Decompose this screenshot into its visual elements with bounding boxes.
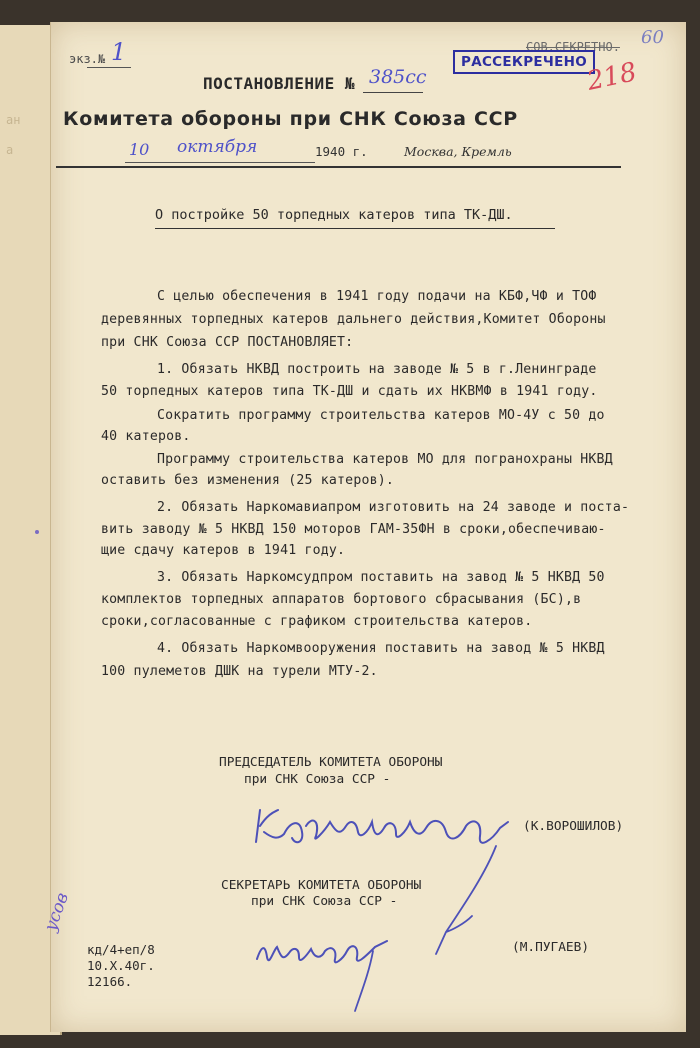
body-line: 1. Обязать НКВД построить на заводе № 5 в г.Ленинграде [157,362,597,377]
date-month: октября [177,137,258,157]
place: Москва, Кремль [404,144,512,159]
document-sheet [40,22,686,1032]
body-line: Программу строительства катеров МО для погранохраны НКВД [157,452,613,467]
chair-title-2: при СНК Союза ССР - [244,772,391,787]
body-line: 50 торпедных катеров типа ТК-ДШ и сдать их НКВМФ в 1941 году. [101,384,598,399]
secretary-title-2: при СНК Союза ССР - [251,894,398,909]
copy-number-underline [87,67,131,68]
left-page-ghost-text: ан [6,113,21,127]
chair-title: ПРЕДСЕДАТЕЛЬ КОМИТЕТА ОБОРОНЫ [219,755,443,770]
secrecy-mark: СОВ.СЕКРЕТНО. [526,40,620,54]
date-underline [125,162,315,163]
chair-name: (К.ВОРОШИЛОВ) [523,819,624,834]
secretary-title: СЕКРЕТАРЬ КОМИТЕТА ОБОРОНЫ [221,878,422,893]
body-line: С целью обеспечения в 1941 году подачи на КБФ,ЧФ и ТОФ [157,289,597,304]
subject-line: О постройке 50 торпедных катеров типа ТК-ДШ. [155,207,513,223]
body-line: 3. Обязать Наркомсудпром поставить на завод № 5 НКВД 50 [157,570,605,585]
body-line: оставить без изменения (25 катеров). [101,473,395,488]
committee-title: Комитета обороны при СНК Союза ССР [63,108,518,130]
body-line: Сократить программу строительства катеров МО-4У с 50 до [157,408,605,423]
sheet-number: 60 [641,27,664,48]
body-line: 100 пулеметов ДШК на турели МТУ-2. [101,664,378,679]
copy-number-label: экз.№ [69,52,106,66]
margin-note-handwritten: усов [40,890,73,934]
body-line: вить заводу № 5 НКВД 150 моторов ГАМ-35ФН в сроки,обеспечиваю- [101,522,606,537]
reference-code: кд/4+еп/8 [87,942,155,957]
header-rule [56,166,621,168]
secretary-signature [251,927,401,1017]
body-line: комплектов торпедных аппаратов бортового сбрасывания (БС),в [101,592,582,607]
resolution-number-underline [363,92,423,93]
ink-dot [35,530,39,534]
left-page-ghost-text: а [6,143,14,157]
archive-number-handwritten: 218 [584,57,640,97]
secretary-name: (М.ПУГАЕВ) [512,940,590,955]
body-line: деревянных торпедных катеров дальнего действия,Комитет Обороны [101,312,606,327]
resolution-label: ПОСТАНОВЛЕНИЕ № [203,74,355,93]
declassified-stamp: РАССЕКРЕЧЕНО [453,50,595,74]
resolution-number: 385сс [369,66,427,88]
reference-number: 12166. [87,974,133,989]
body-line: 40 катеров. [101,429,191,444]
copy-number-handwritten: 1 [111,38,127,66]
date-year: 1940 г. [315,144,368,159]
body-line: сроки,согласованные с графиком строительства катеров. [101,614,533,629]
date-day: 10 [129,140,150,159]
reference-date: 10.X.40г. [87,958,155,973]
body-line: щие сдачу катеров в 1941 году. [101,543,346,558]
body-line: 4. Обязать Наркомвооружения поставить на завод № 5 НКВД [157,641,605,656]
subject-underline [155,228,555,229]
body-line: 2. Обязать Наркомавиапром изготовить на 24 заводе и поста- [157,500,630,515]
body-line: при СНК Союза ССР ПОСТАНОВЛЯЕТ: [101,335,354,350]
